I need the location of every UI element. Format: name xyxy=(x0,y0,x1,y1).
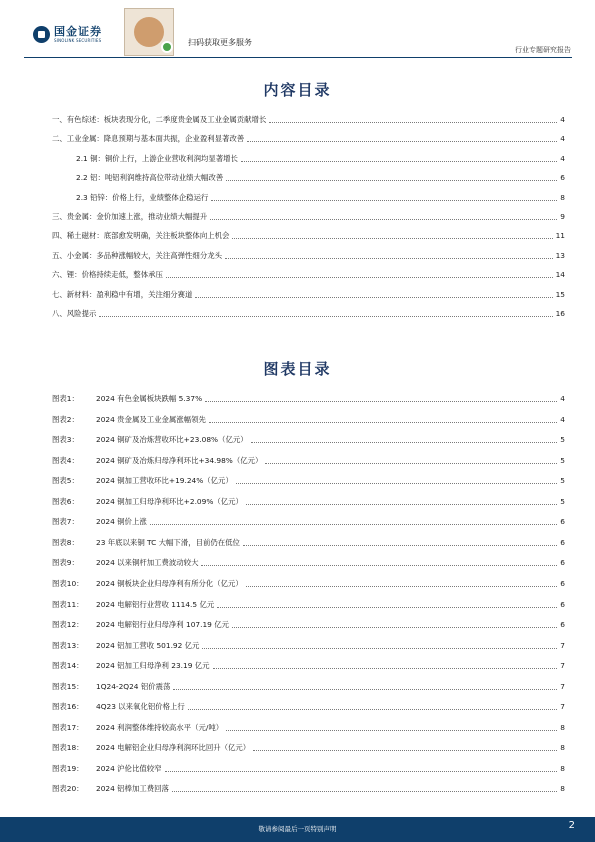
figure-entry-page: 8 xyxy=(560,743,565,753)
toc-entry-text: 六、锂：价格持续走低，整体承压 xyxy=(52,270,163,280)
leader-dots xyxy=(241,161,557,162)
toc-entry[interactable] xyxy=(52,267,565,280)
figure-entry-label: 图表15： xyxy=(52,681,84,691)
logo-name-en: SINOLINK SECURITIES xyxy=(54,38,102,43)
figure-entry[interactable] xyxy=(52,432,565,445)
figure-entry-page: 5 xyxy=(560,496,565,506)
toc-entry-page: 15 xyxy=(555,289,565,299)
toc-entry-page: 4 xyxy=(560,153,565,163)
qr-code-icon[interactable] xyxy=(124,8,174,56)
leader-dots xyxy=(201,565,557,566)
company-logo xyxy=(33,26,102,43)
figure-entry-text: 2024 电解铝行业营收 1114.5 亿元 xyxy=(96,599,215,609)
toc-entry[interactable] xyxy=(52,131,565,144)
toc-entry-page: 11 xyxy=(555,231,565,241)
figure-entry-label: 图表13： xyxy=(52,640,84,650)
leader-dots xyxy=(217,607,557,608)
figure-entry[interactable] xyxy=(52,576,565,589)
leader-dots xyxy=(251,442,558,443)
sinolink-logo-icon xyxy=(33,26,50,43)
figure-entry[interactable] xyxy=(52,494,565,507)
figure-entry-page: 6 xyxy=(560,558,565,568)
toc-entry[interactable] xyxy=(52,228,565,241)
figure-entry-label: 图表11： xyxy=(52,599,84,609)
logo-name-cn: 国金证券 xyxy=(54,25,102,38)
figure-entry-label: 图表10： xyxy=(52,578,84,588)
figure-entry-text: 2024 铜矿及冶炼营收环比+23.08%（亿元） xyxy=(96,435,248,445)
leader-dots xyxy=(165,771,558,772)
figure-entry-text: 2024 贵金属及工业金属涨幅领先 xyxy=(96,414,206,424)
figure-entry-label: 图表2： xyxy=(52,414,79,424)
figure-entry[interactable] xyxy=(52,720,565,733)
toc-entry[interactable] xyxy=(76,190,565,203)
toc-entry-page: 13 xyxy=(555,250,565,260)
toc-entry[interactable] xyxy=(52,209,565,222)
toc-entry-text: 五、小金属：多品种涨幅较大，关注高弹性细分龙头 xyxy=(52,250,222,260)
toc-entry-text: 三、贵金属：金价加速上涨，推动业绩大幅提升 xyxy=(52,212,208,221)
figure-entry-text: 2024 利润整体维持较高水平（元/吨） xyxy=(96,722,224,732)
leader-dots xyxy=(188,709,558,710)
figure-entry[interactable] xyxy=(52,597,565,610)
leader-dots xyxy=(253,750,557,751)
toc-entry-text: 七、新材料：盈利稳中有增，关注细分赛道 xyxy=(52,289,193,299)
figure-entry[interactable] xyxy=(52,761,565,774)
figure-entry-page: 6 xyxy=(560,578,565,588)
leader-dots xyxy=(205,401,557,402)
leader-dots xyxy=(246,586,557,587)
figure-entry-text: 2024 铜加工归母净利环比+2.09%（亿元） xyxy=(96,496,243,506)
figure-entry-page: 6 xyxy=(560,599,565,609)
figure-entry[interactable] xyxy=(52,781,565,794)
toc-entry-page: 4 xyxy=(560,134,565,144)
leader-dots xyxy=(236,483,557,484)
leader-dots xyxy=(202,648,557,649)
figure-entry-text: 23 年底以来铜 TC 大幅下滑，目前仍在低位 xyxy=(96,537,240,547)
page-header xyxy=(0,0,595,62)
figure-entry[interactable] xyxy=(52,391,565,404)
figure-entry-text: 2024 铜板块企业归母净利有所分化（亿元） xyxy=(96,578,243,588)
leader-dots xyxy=(166,277,553,278)
header-divider xyxy=(24,57,572,58)
figure-entry-text: 4Q23 以来氧化铝价格上行 xyxy=(96,702,185,712)
figure-entry-label: 图表17： xyxy=(52,722,84,732)
leader-dots xyxy=(265,463,557,464)
toc-heading: 内容目录 xyxy=(263,81,332,99)
toc-entry-page: 8 xyxy=(560,192,565,202)
leader-dots xyxy=(211,200,557,201)
leader-dots xyxy=(150,524,558,525)
toc-entry-text: 2.2 铝：吨铝利润维持高位带动业绩大幅改善 xyxy=(76,173,224,183)
toc-entry[interactable] xyxy=(76,151,565,164)
toc-entry-text: 一、有色综述：板块表现分化，二季度贵金属及工业金属贡献增长 xyxy=(52,115,267,124)
toc-entry-text: 二、工业金属：降息预期与基本面共振，企业盈利显著改善 xyxy=(52,134,245,144)
figure-entry-page: 7 xyxy=(560,661,565,671)
figure-entry-page: 7 xyxy=(560,702,565,712)
toc-entry[interactable] xyxy=(76,170,565,183)
figure-entry[interactable] xyxy=(52,473,565,486)
figure-entry[interactable] xyxy=(52,514,565,527)
figure-entry-label: 图表12： xyxy=(52,620,84,630)
figure-entry-page: 8 xyxy=(560,763,565,773)
toc-entry-text: 2.1 铜：铜价上行，上游企业营收利润均显著增长 xyxy=(76,153,238,163)
figure-entry-label: 图表3： xyxy=(52,435,79,445)
leader-dots xyxy=(173,689,557,690)
figure-entry[interactable] xyxy=(52,638,565,651)
figure-entry[interactable] xyxy=(52,658,565,671)
figure-entry-text: 2024 铜加工营收环比+19.24%（亿元） xyxy=(96,476,233,486)
figure-entry-text: 1Q24-2Q24 铝价震荡 xyxy=(96,681,171,691)
figure-entry-text: 2024 电解铝行业归母净利 107.19 亿元 xyxy=(96,620,230,630)
footer-disclaimer[interactable]: 敬请参阅最后一页特别声明 xyxy=(258,825,337,833)
figure-entry-page: 6 xyxy=(560,517,565,527)
qr-caption: 扫码获取更多服务 xyxy=(188,38,252,47)
figure-entry[interactable] xyxy=(52,740,565,753)
toc-entry[interactable] xyxy=(52,248,565,261)
figure-entry-label: 图表19： xyxy=(52,763,84,773)
figure-entry-page: 8 xyxy=(560,784,565,794)
figure-entry-page: 5 xyxy=(560,435,565,445)
leader-dots xyxy=(226,730,557,731)
figure-entry-label: 图表6： xyxy=(52,496,79,506)
leader-dots xyxy=(99,316,552,317)
figure-entry[interactable] xyxy=(52,453,565,466)
figure-entry-page: 6 xyxy=(560,620,565,630)
figure-entry-text: 2024 铜价上涨 xyxy=(96,517,147,527)
figure-entry-label: 图表8： xyxy=(52,537,79,547)
leader-dots xyxy=(210,219,557,220)
leader-dots xyxy=(232,627,557,628)
figure-entry-label: 图表9： xyxy=(52,558,79,568)
figure-entry-page: 7 xyxy=(560,681,565,691)
toc-entry-text: 八、风险提示 xyxy=(52,309,97,318)
leader-dots xyxy=(243,545,557,546)
figure-entry-text: 2024 铜矿及冶炼归母净利环比+34.98%（亿元） xyxy=(96,455,263,465)
toc-entry-page: 9 xyxy=(560,212,565,221)
figure-entry[interactable] xyxy=(52,535,565,548)
figure-entry-text: 2024 电解铝企业归母净利润环比回升（亿元） xyxy=(96,743,251,753)
figure-entry-page: 4 xyxy=(560,394,565,403)
figure-entry-label: 图表14： xyxy=(52,661,84,671)
toc-entry-text: 四、稀土磁材：底部愈发明确，关注板块整体向上机会 xyxy=(52,231,230,241)
figure-entry-label: 图表4： xyxy=(52,455,79,465)
leader-dots xyxy=(172,791,557,792)
page-number: 2 xyxy=(568,820,575,831)
figure-entry[interactable] xyxy=(52,555,565,568)
leader-dots xyxy=(213,668,558,669)
figure-entry[interactable] xyxy=(52,679,565,692)
leader-dots xyxy=(225,258,553,259)
figure-entry[interactable] xyxy=(52,699,565,712)
figure-entry-text: 2024 铝加工营收 501.92 亿元 xyxy=(96,640,200,650)
leader-dots xyxy=(232,238,552,239)
figure-entry-label: 图表16： xyxy=(52,702,84,712)
figure-entry-page: 5 xyxy=(560,476,565,486)
toc-entry-page: 14 xyxy=(555,270,565,280)
figure-entry-page: 8 xyxy=(560,722,565,732)
report-type-label: 行业专题研究报告 xyxy=(515,46,571,54)
leader-dots xyxy=(226,180,557,181)
leader-dots xyxy=(209,422,557,423)
toc-entry[interactable] xyxy=(52,287,565,300)
toc-entry[interactable] xyxy=(52,306,565,319)
figure-entry-page: 4 xyxy=(560,414,565,424)
leader-dots xyxy=(195,297,552,298)
figure-entry-text: 2024 以来铜杆加工费波动较大 xyxy=(96,558,199,568)
figure-entry[interactable] xyxy=(52,617,565,630)
leader-dots xyxy=(247,141,557,142)
figure-entry-page: 6 xyxy=(560,537,565,547)
toc-entry-page: 4 xyxy=(560,115,565,124)
figure-entry-text: 2024 铝加工归母净利 23.19 亿元 xyxy=(96,661,210,671)
figure-entry-text: 2024 沪伦比值较窄 xyxy=(96,763,162,773)
toc-entry-page: 16 xyxy=(555,309,565,318)
figure-entry-label: 图表1： xyxy=(52,394,79,403)
figure-list-heading: 图表目录 xyxy=(263,360,332,378)
leader-dots xyxy=(246,504,557,505)
leader-dots xyxy=(269,122,557,123)
toc-entry-text: 2.3 铅锌：价格上行，业绩整体企稳运行 xyxy=(76,192,209,202)
figure-entry-label: 图表18： xyxy=(52,743,84,753)
figure-entry-text: 2024 有色金属板块跌幅 5.37% xyxy=(96,394,203,403)
toc-entry[interactable] xyxy=(52,112,565,125)
figure-entry-label: 图表7： xyxy=(52,517,79,527)
figure-entry-page: 5 xyxy=(560,455,565,465)
toc-entry-page: 6 xyxy=(560,173,565,183)
figure-entry-label: 图表5： xyxy=(52,476,79,486)
wechat-badge-icon xyxy=(161,41,173,53)
figure-entry-page: 7 xyxy=(560,640,565,650)
figure-entry-text: 2024 铝棒加工费回落 xyxy=(96,784,169,794)
figure-entry[interactable] xyxy=(52,412,565,425)
figure-entry-label: 图表20： xyxy=(52,784,84,794)
